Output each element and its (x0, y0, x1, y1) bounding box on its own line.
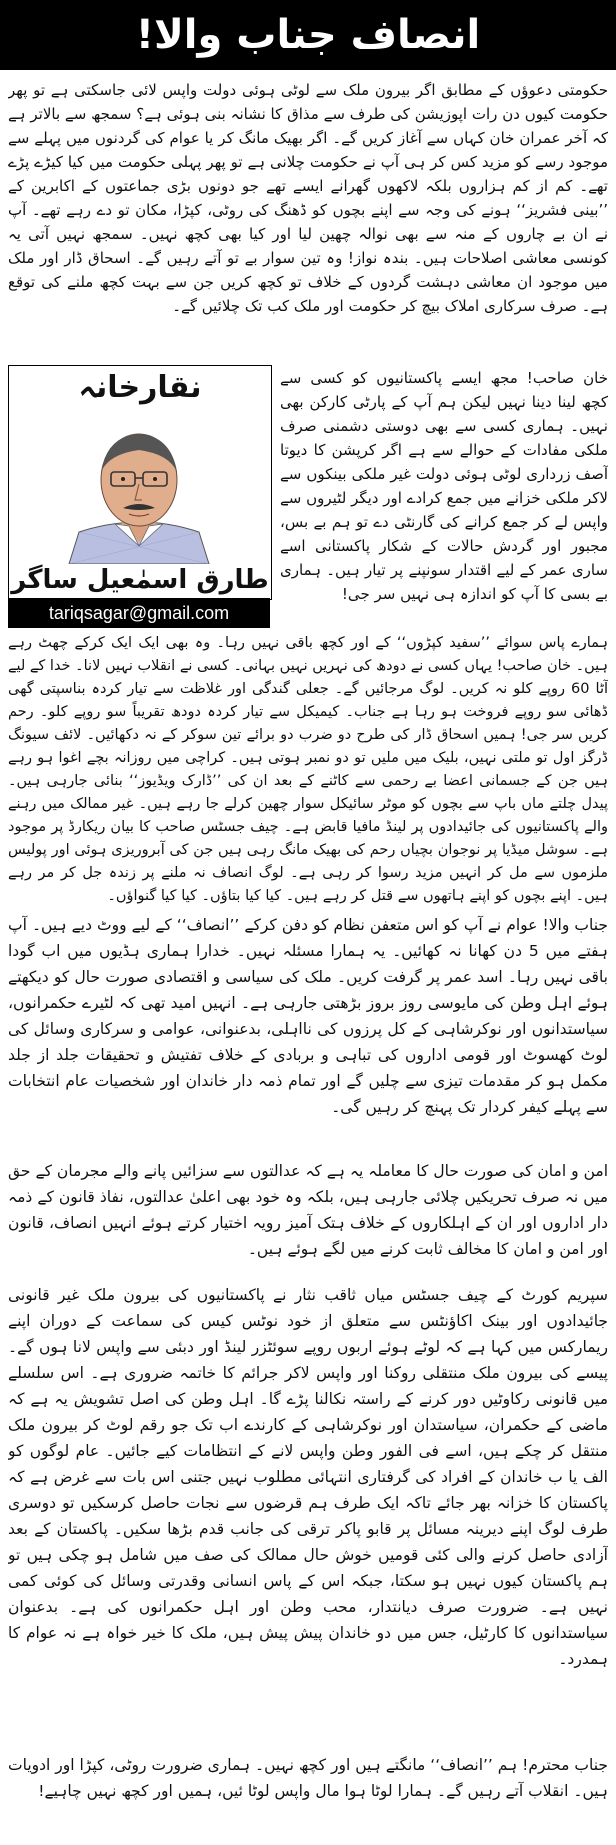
author-name: طارق اسمٰعیل ساگر (11, 565, 269, 595)
paragraph-5: امن و امان کی صورت حال کا معاملہ یہ ہے کہ عدالتوں سے سزائیں پانے والے مجرمان کے حق میں نہ صرف تحریکیں چلائی جارہی ہیں، بلکہ وہ خود بھی اعلیٰ عدالتوں، نفاذ قانون کے ذمہ دار اداروں اور ان کے اہلکاروں کے خلاف ہتک آمیز رویہ اختیار کرتے ہوئے انہیں انصاف، قانون اور امن و امان کا مخالف ثابت کرنے میں لگے ہوئے ہیں۔ (8, 1162, 608, 1258)
paragraph-2: خان صاحب! مجھ ایسے پاکستانیوں کو کسی سے کچھ لینا دینا نہیں لیکن ہم آپ کے پارٹی کارکن بھی نہیں۔ ہماری کسی سے بھی دوستی دشمنی صرف ملکی مفادات کے حوالے سے ہے اگر کرپشن کا دیوتا آصف زرداری لوٹی ہوئی دولت غیر ملکی بینکوں سے لاکر ملکی خزانے میں جمع کرادے اور دیگر لٹیروں سے واپس لے کر جمع کرانے کی گارنٹی دے تو ہم بے بس، مجبور اور گردش حالات کے شکار پاکستانی اسے ساری عمر کے لیے اقتدار سونپنے پر تیار ہیں۔ ہماری بے بسی کا آپ کو اندازہ ہی نہیں سر جی! (280, 369, 608, 603)
column-box (8, 365, 272, 600)
headline-bar (0, 0, 616, 70)
headline: انصاف جناب والا! (135, 12, 481, 58)
column-name: نقارخانہ (78, 370, 202, 405)
author-email: tariqsagar@gmail.com (8, 598, 270, 628)
paragraph-1: حکومتی دعوؤں کے مطابق اگر بیرون ملک سے لوٹی ہوئی دولت واپس لائی جاسکتی ہے تو پھر حکومت کیوں دن رات اپوزیشن کی طرف سے مذاق کا نشانہ بنی ہوئی ہے؟ سمجھ سے بالاتر ہے کہ آخر عمران خان کہاں سے آغاز کریں گے۔ اگر بھیک مانگ کر یا عوام کی گردنوں میں پہلے سے موجود رسے کو مزید کس کر ہی آپ نے حکومت چلانی ہے تو پھر پہلی حکومت میں کیا کیڑے پڑے تھے۔ کم از کم ہزاروں بلکہ لاکھوں گھرانے ایسے تھے جو دونوں بڑی جماعتوں کے اکابرین کے ’’بینی فشریز‘‘ ہونے کی وجہ سے اپنے بچوں کو ڈھنگ کی روٹی، کپڑا، مکان تو دے رہے تھے۔ آپ نے ان بے چاروں کے منہ سے بھی نوالہ چھین لیا اور کیا بھی کچھ نہیں۔ سمجھ نہیں آتی یہ کونسی معاشی اصلاحات ہیں۔ بندہ نواز! وہ تین سوار بے تو آتے رہیں گے۔ اسحاق ڈار اور ملک میں موجود ان معاشی دہشت گردوں کے خلاف تو کچھ کریں جن سے بہت کچھ ملنے کی توقع ہے۔ صرف سرکاری املاک بیچ کر حکومت اور ملک کب تک چلائیں گے۔ (8, 81, 608, 315)
paragraph-4: جناب والا! عوام نے آپ کو اس متعفن نظام کو دفن کرکے ’’انصاف‘‘ کے لیے ووٹ دیے ہیں۔ آپ ہفتے میں 5 دن کھانا نہ کھائیں۔ یہ ہمارا مسئلہ نہیں۔ خدارا ہماری ہڈیوں میں اب گودا باقی نہیں رہا۔ اسد عمر پر گرفت کریں۔ ملک کی سیاسی و اقتصادی صورت حال کو دیکھتے ہوئے اہل وطن کی مایوسی روز بروز بڑھتی جارہی ہے۔ انہیں امید تھی کہ لٹیرے حکمرانوں، سیاستدانوں اور نوکرشاہی کے کل پرزوں کی نااہلی، بدعنوانی، عوامی و سرکاری وسائل کی لوٹ کھسوٹ اور قومی اداروں کی تباہی و بربادی کے خلاف تفتیش و تحقیقات جلد از جلد مکمل ہو کر مقدمات تیزی سے چلیں گے اور تمام ذمہ دار خاندان اور شخصیات عام انتخابات سے پہلے کیفر کردار تک پہنچ کر رہیں گی۔ (8, 916, 608, 1116)
paragraph-3: ہمارے پاس سوائے ’’سفید کپڑوں‘‘ کے اور کچھ باقی نہیں رہا۔ وہ بھی ایک ایک کرکے چھٹ رہے ہیں۔ خان صاحب! یہاں کسی نے دودھ کی نہریں نہیں بہانی۔ کسی نے انقلاب نہیں لانا۔ خدا کے لیے آٹا 60 روپے کلو نہ کریں۔ لوگ مرجائیں گے۔ جعلی گندگی اور غلاظت سے تیار کردہ بناسپتی گھی ڈھائی سو روپے فروخت ہو رہا ہے جناب۔ کیمیکل سے تیار کردہ دودھ تقریباً سو روپے کلو۔ رحم کریں سر جی! ہمیں اسحاق ڈار کی طرح دو ضرب دو برائے تین سوکر کے نہ دکھائیں۔ لائف سیونگ ڈرگز اول تو ملتی نہیں، بلیک میں ملیں تو دو نمبر ہوتی ہیں۔ کراچی میں روزانہ بچے اغوا ہو رہے ہیں جن کے جسمانی اعضا بے رحمی سے کاٹنے کے بعد ان کی ’’ڈارک ویڈیوز‘‘ بنائی جارہی ہیں۔ پیدل چلتے ماں باپ سے بچوں کو موٹر سائیکل سوار چھین کرلے جا رہے ہیں۔ غیر ممالک میں رہنے والے پاکستانیوں کی جائیدادوں پر لینڈ مافیا قابض ہے۔ چیف جسٹس صاحب کا بیان ریکارڈ پر موجود ہے۔ سوشل میڈیا پر نوجوان بچیاں رحم کی بھیک مانگ رہی ہیں جن کی آبروریزی ہوئی اور پولیس ملزموں سے مل کر انہیں مزید رسوا کر رہی ہے۔ لوگ انصاف نہ ملنے پر زندہ جل کر مر رہے ہیں۔ اپنے بچوں کو اپنے ہاتھوں سے قتل کر رہے ہیں۔ کیا کیا بتاؤں۔ کیا کیا گنواؤں۔ (8, 635, 608, 904)
paragraph-6: سپریم کورٹ کے چیف جسٹس میاں ثاقب نثار نے پاکستانیوں کی بیرون ملک غیر قانونی جائیدادوں اور بینک اکاؤنٹس سے متعلق از خود نوٹس کیس کی سماعت کے دوران اپنے ریمارکس میں کہا ہے کہ لوٹے ہوئے اربوں روپے سوئٹزر لینڈ اور دبئی سے واپس لانا ہوں گے۔ پیسے کی بیرون ملک منتقلی روکنا اور واپس لاکر جرائم کا خاتمہ ضروری ہے۔ اس سلسلے میں قانونی رکاوٹیں دور کرنے کے راستہ نکالنا پڑے گا۔ اہل وطن کی اصل تشویش یہ ہے کہ ماضی کے حکمران، سیاستدان اور نوکرشاہی کے کارندے اب تک جو رقم لوٹ کر بیرون ملک منتقل کر چکے ہیں، اسے فی الفور وطن واپس لانے کے انتظامات کیے جائیں۔ عام لوگوں کو الف یا ب خاندان کے افراد کی گرفتاری انتہائی مطلوب نہیں جتنی اس بات سے غرض ہے کہ پاکستان کا خزانہ بھر جائے تاکہ ایک طرف ہم قرضوں سے نجات حاصل کرسکیں تو دوسری طرف لوگ اپنے دیرینہ مسائل پر قابو پاکر ترقی کی جانب قدم بڑھا سکیں۔ پاکستان کے بعد آزادی حاصل کرنے والی کئی قومیں خوش حال ممالک کی صف میں شامل ہو چکی ہیں تو ہم پاکستان کیوں نہیں ہو سکتا، جبکہ اس کے پاس انسانی وقدرتی وسائل کی کوئی کمی نہیں ہے۔ ضرورت صرف دیانتدار، محب وطن اور اہل حکمرانوں کی ہے۔ بدعنوان سیاستدانوں کا کارٹیل، جس میں دو خاندان پیش پیش ہیں، ملک کا خیر خواہ ہے نہ عوام کا ہمدرد۔ (8, 1286, 608, 1668)
paragraph-7: جناب محترم! ہم ’’انصاف‘‘ مانگتے ہیں اور کچھ نہیں۔ ہماری ضرورت روٹی، کپڑا اور ادویات ہیں۔ انقلاب آتے رہیں گے۔ ہمارا لوٹا ہوا مال واپس لوٹا ئیں، ہمیں اور کچھ نہیں چاہیے! (8, 1756, 608, 1800)
author-portrait (49, 414, 229, 564)
